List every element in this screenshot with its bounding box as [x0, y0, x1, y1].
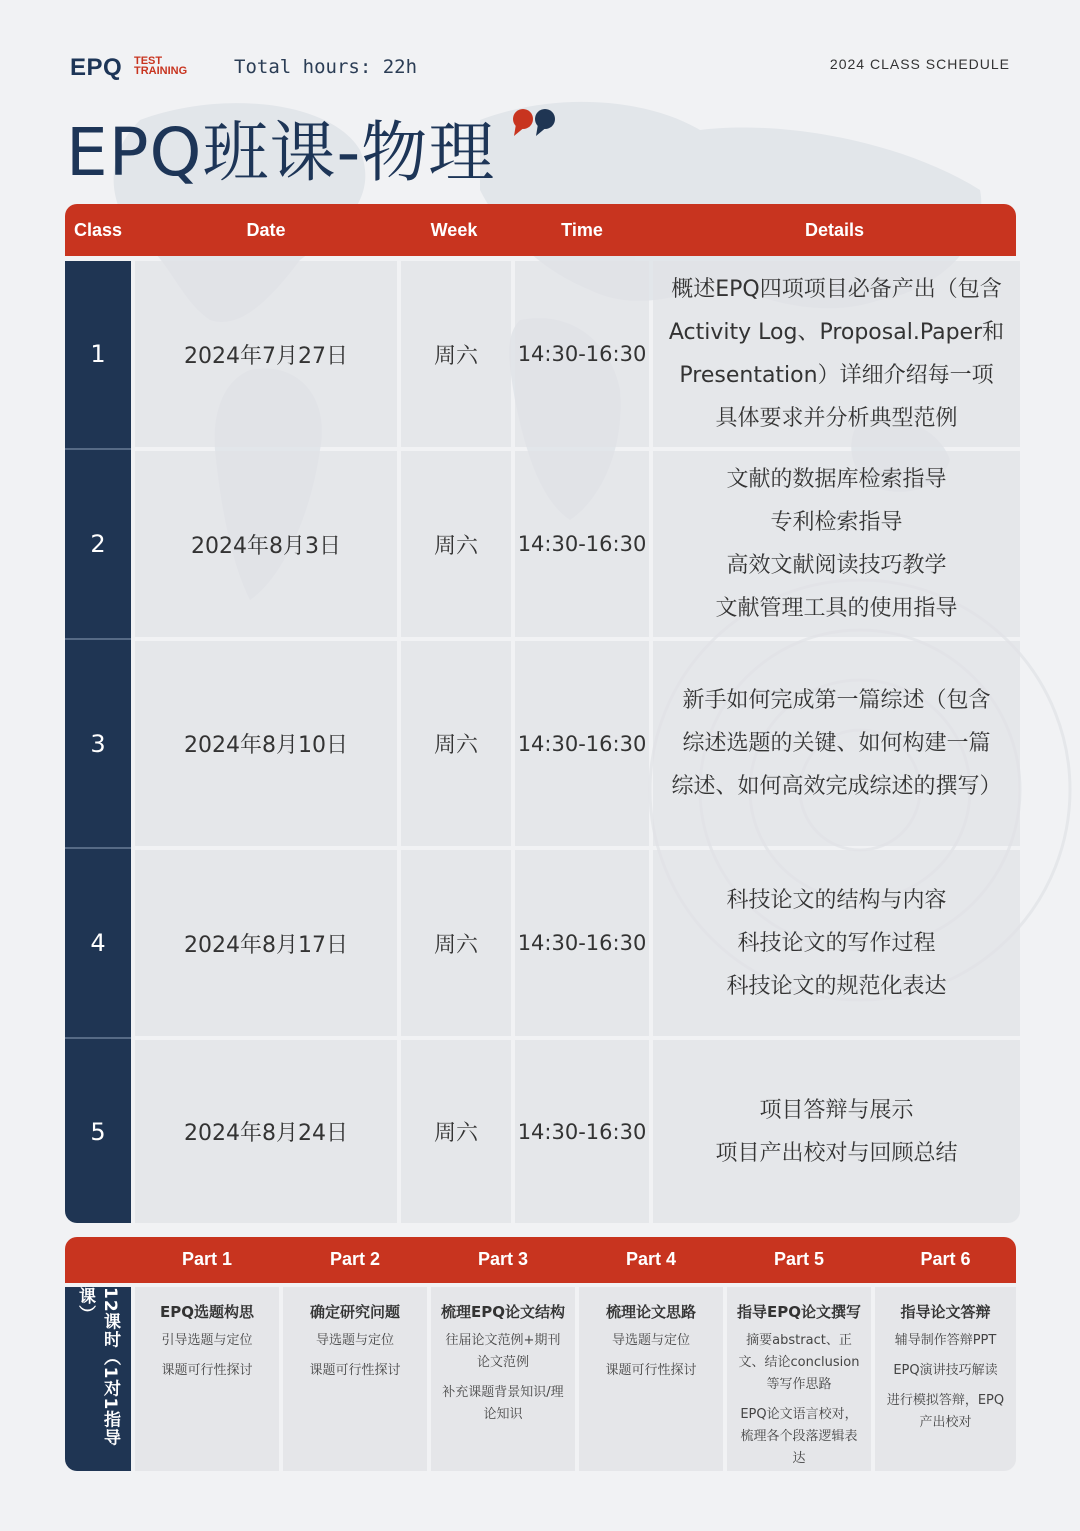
- quote-marks-icon: [512, 108, 558, 138]
- class-details: [653, 261, 1020, 447]
- class-time: 14:30-16:30: [515, 641, 649, 846]
- class-date: 2024年7月27日: [135, 261, 397, 447]
- part-label: Part 5: [773, 1249, 825, 1269]
- details-line: 概述EPQ四项项目必备产出（包含: [671, 277, 1002, 302]
- col-week: Week: [430, 220, 478, 240]
- logo-sub-line2: TRAINING: [134, 65, 188, 77]
- details-line: 科技论文的结构与内容: [726, 887, 947, 913]
- class-weekday: 周六: [401, 1040, 511, 1223]
- part-cell: [875, 1287, 1016, 1471]
- details-line: 综述选题的关键、如何构建一篇: [682, 731, 991, 756]
- class-details: [653, 641, 1020, 846]
- class-number: 4: [90, 929, 106, 957]
- class-time: 14:30-16:30: [515, 1040, 649, 1223]
- class-details: [653, 1040, 1020, 1223]
- part-cell: [579, 1287, 723, 1471]
- col-date: Date: [246, 220, 286, 240]
- row-divider: [65, 847, 131, 849]
- col-details: Details: [804, 220, 865, 240]
- part-line: 往届论文范例+期刊论文范例: [445, 1333, 561, 1370]
- part-label: Part 1: [181, 1249, 233, 1269]
- part-cell: [135, 1287, 279, 1471]
- details-line: 科技论文的写作过程: [737, 930, 936, 956]
- schedule-label: 2024 CLASS SCHEDULE: [829, 56, 1010, 72]
- details-line: 综述、如何高效完成综述的撰写）: [671, 774, 1002, 799]
- class-details: [653, 850, 1020, 1036]
- part-title: 确定研究问题: [309, 1303, 400, 1321]
- table-row: [65, 451, 1016, 637]
- col-class: Class: [73, 220, 123, 240]
- parts-table-header: [65, 1237, 1016, 1283]
- class-weekday: 周六: [401, 850, 511, 1036]
- part-line: 辅导制作答辩PPT: [894, 1333, 997, 1348]
- class-date: 2024年8月3日: [135, 451, 397, 637]
- part-label: Part 4: [625, 1249, 677, 1269]
- class-time: 14:30-16:30: [515, 451, 649, 637]
- details-line: Activity Log、Proposal.Paper和: [668, 320, 1005, 345]
- table-row: [65, 850, 1016, 1036]
- class-time: 14:30-16:30: [515, 850, 649, 1036]
- class-number: 1: [90, 340, 106, 368]
- logo-sub-line1: TEST: [134, 55, 163, 67]
- part-cell: [283, 1287, 427, 1471]
- part-cell: [727, 1287, 871, 1471]
- table-row: [65, 1040, 1016, 1223]
- part-line: 摘要abstract、正文、结论conclusion等写作思路: [738, 1333, 860, 1392]
- class-time: 14:30-16:30: [515, 261, 649, 447]
- table-row: [65, 641, 1016, 846]
- part-line: 课题可行性探讨: [309, 1363, 401, 1378]
- details-line: 项目产出校对与回顾总结: [715, 1140, 958, 1166]
- class-weekday: 周六: [401, 261, 511, 447]
- page-header: [70, 52, 1010, 86]
- logo-text: EPQ: [70, 54, 123, 81]
- part-title: 梳理EPQ论文结构: [441, 1303, 565, 1321]
- row-divider: [65, 1037, 131, 1039]
- col-time: Time: [561, 220, 603, 240]
- part-line: 引导选题与定位: [161, 1333, 253, 1348]
- part-line: EPQ演讲技巧解读: [893, 1363, 998, 1378]
- table-row: [65, 261, 1016, 447]
- class-date: 2024年8月24日: [135, 1040, 397, 1223]
- part-title: 指导论文答辩: [900, 1303, 991, 1321]
- part-line: 导选题与定位: [315, 1333, 394, 1348]
- details-line: 具体要求并分析典型范例: [715, 406, 958, 431]
- class-date: 2024年8月10日: [135, 641, 397, 846]
- part-label: Part 3: [477, 1249, 529, 1269]
- part-label: Part 6: [920, 1249, 971, 1269]
- details-line: 项目答辩与展示: [759, 1097, 914, 1123]
- class-weekday: 周六: [401, 451, 511, 637]
- details-line: 专利检索指导: [770, 510, 903, 535]
- logo-subtext: [134, 56, 187, 76]
- total-hours: Total hours: 22h: [234, 56, 418, 78]
- class-details: [653, 451, 1020, 637]
- row-divider: [65, 638, 131, 640]
- class-weekday: 周六: [401, 641, 511, 846]
- part-line: 导选题与定位: [611, 1333, 690, 1348]
- part-title: 梳理论文思路: [605, 1303, 696, 1321]
- part-line: 课题可行性探讨: [161, 1363, 253, 1378]
- part-line: 课题可行性探讨: [605, 1363, 697, 1378]
- row-divider: [65, 448, 131, 450]
- part-line: 补充课题背景知识/理论知识: [442, 1385, 564, 1422]
- class-date: 2024年8月17日: [135, 850, 397, 1036]
- details-line: 科技论文的规范化表达: [726, 973, 947, 999]
- part-title: 指导EPQ论文撰写: [737, 1303, 861, 1321]
- schedule-table-header: [65, 204, 1016, 256]
- details-line: 文献管理工具的使用指导: [715, 596, 958, 621]
- parts-hours-label: 12课时（1对1指导课）: [75, 1287, 120, 1447]
- part-cell: [431, 1287, 575, 1471]
- details-line: 新手如何完成第一篇综述（包含: [682, 688, 991, 713]
- details-line: 文献的数据库检索指导: [726, 467, 947, 492]
- class-number: 3: [90, 729, 106, 758]
- details-line: Presentation）详细介绍每一项: [679, 363, 994, 388]
- page-title: EPQ班课-物理: [66, 114, 496, 191]
- class-number: 5: [90, 1117, 106, 1146]
- part-label: Part 2: [329, 1249, 381, 1269]
- details-line: 高效文献阅读技巧教学: [726, 553, 947, 578]
- parts-side-label: [65, 1287, 131, 1471]
- part-line: 进行模拟答辩，EPQ产出校对: [886, 1393, 1005, 1430]
- part-title: EPQ选题构思: [160, 1303, 254, 1321]
- class-number: 2: [90, 530, 106, 558]
- part-line: EPQ论文语言校对，梳理各个段落逻辑表达: [740, 1407, 858, 1466]
